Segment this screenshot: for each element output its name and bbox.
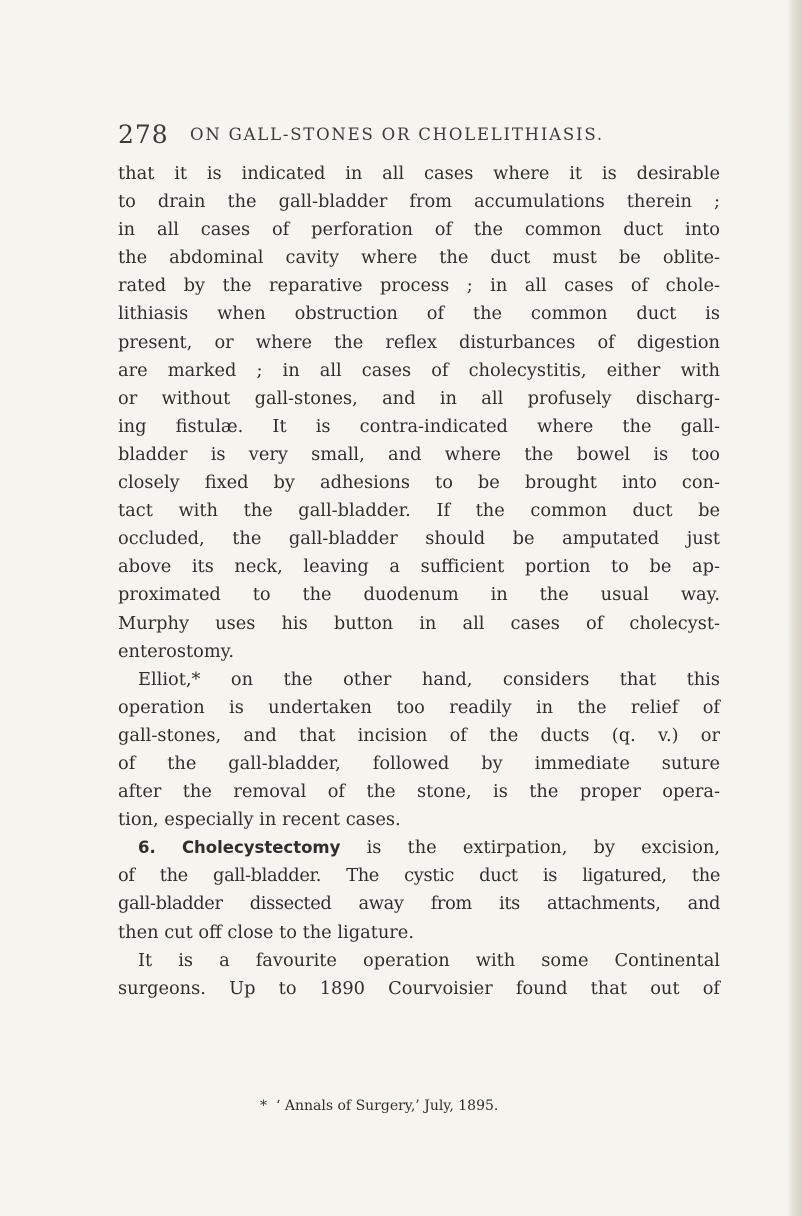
text-line: are marked ; in all cases of cholecystitis, either with	[118, 359, 720, 381]
text-line: then cut off close to the ligature.	[118, 921, 414, 943]
text-line: or without gall-stones, and in all profusely discharg-	[118, 387, 720, 409]
text-line: proximated to the duodenum in the usual way.	[118, 584, 720, 606]
text-line: the abdominal cavity where the duct must be oblite-	[118, 247, 720, 269]
text-line: to drain the gall-bladder from accumulations therein ;	[118, 191, 720, 213]
text-line: tion, especially in recent cases.	[118, 809, 401, 831]
text-line: ing fistulæ. It is contra-indicated where the gall-	[118, 415, 720, 437]
text-line: Murphy uses his button in all cases of cholecyst-	[118, 612, 720, 634]
section-heading-line	[118, 834, 720, 862]
body-text	[118, 160, 720, 1003]
text-line: rated by the reparative process ; in all cases of chole-	[118, 275, 720, 297]
section-title: Cholecystectomy	[181, 838, 341, 858]
page-number: 278	[118, 120, 169, 149]
section-number: 6.	[138, 838, 156, 858]
text-line: that it is indicated in all cases where it is desirable	[118, 163, 720, 184]
text-line: Elliot,* on the other hand, considers that this	[138, 668, 720, 690]
text-line: in all cases of perforation of the common duct into	[118, 219, 720, 241]
text-line: operation is undertaken too readily in the relief of	[118, 696, 720, 718]
text-line: occluded, the gall-bladder should be amputated just	[118, 528, 720, 550]
text-line: after the removal of the stone, is the proper opera-	[118, 781, 720, 803]
text-line: of the gall-bladder. The cystic duct is ligatured, the	[118, 865, 720, 887]
text-line: gall-bladder dissected away from its attachments, and	[118, 893, 720, 915]
text-line: tact with the gall-bladder. If the common duct be	[118, 500, 720, 522]
running-head: ON GALL-STONES OR CHOLELITHIASIS.	[190, 125, 604, 144]
text-line: It is a favourite operation with some Continental	[138, 949, 720, 971]
text-line: of the gall-bladder, followed by immediate suture	[118, 752, 720, 774]
text-line: above its neck, leaving a sufficient portion to be ap-	[118, 556, 720, 578]
text-line: enterostomy.	[118, 640, 235, 662]
text-line: bladder is very small, and where the bowel is too	[118, 443, 720, 465]
footnote-marker: *	[260, 1098, 267, 1114]
text-line: closely fixed by adhesions to be brought into con-	[118, 472, 720, 494]
page-edge-shadow	[787, 0, 801, 1216]
footnote-text: ‘ Annals of Surgery,’ July, 1895.	[276, 1098, 499, 1114]
text-line: surgeons. Up to 1890 Courvoisier found that out of	[118, 977, 720, 999]
section-first-line: is the extirpation, by excision,	[366, 837, 720, 859]
footnote	[260, 1098, 498, 1114]
text-line: present, or where the reflex disturbances of digestion	[118, 331, 720, 353]
text-line: lithiasis when obstruction of the common duct is	[118, 303, 720, 325]
text-line: gall-stones, and that incision of the ducts (q. v.) or	[118, 724, 720, 746]
